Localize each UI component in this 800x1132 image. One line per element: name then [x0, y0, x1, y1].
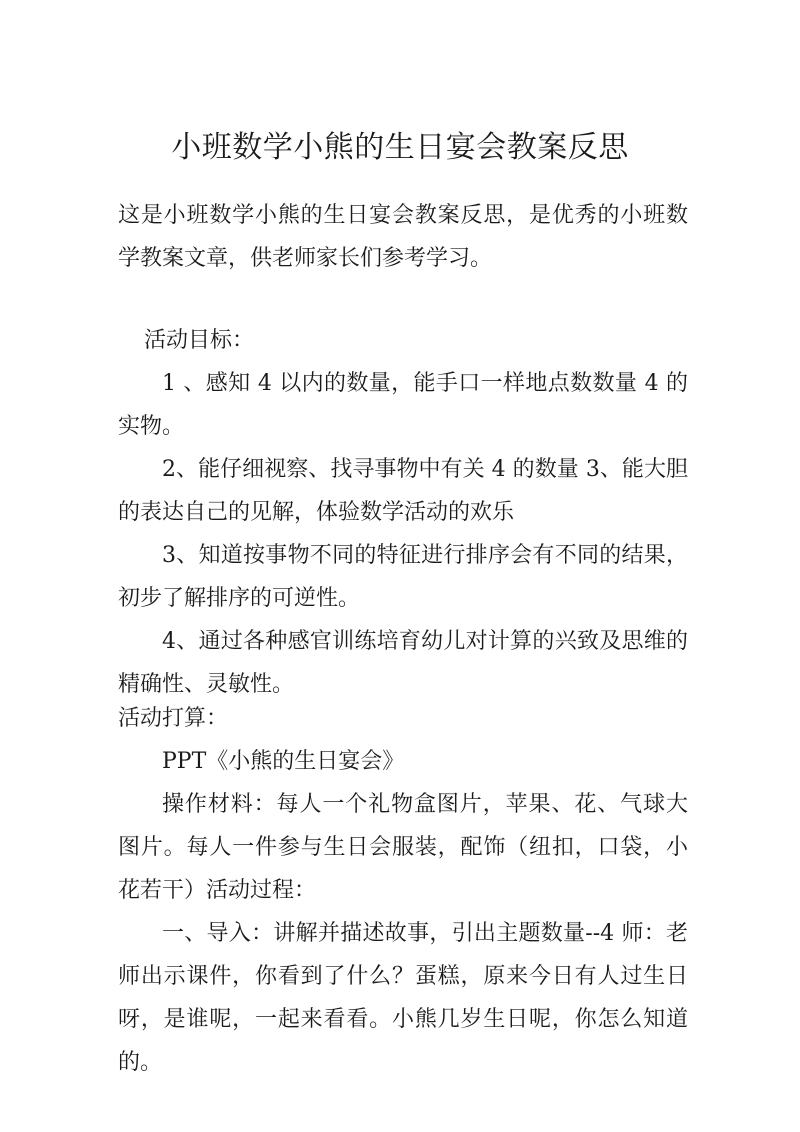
goal-3: 3、知道按事物不同的特征进行排序会有不同的结果，初步了解排序的可逆性。: [118, 543, 688, 611]
document-title: 小班数学小熊的生日宴会教案反思: [171, 130, 629, 165]
materials-paragraph: 操作材料：每人一个礼物盒图片，苹果、花、气球大图片。每人一件参与生日会服装，配饰（纽扣，口袋，小花若干）活动过程：: [118, 792, 688, 903]
intro-paragraph: 这是小班数学小熊的生日宴会教案反思，是优秀的小班数学教案文章，供老师家长们参考学习。: [118, 203, 688, 271]
intro-step-paragraph: 一、导入：讲解并描述故事，引出主题数量--4 师：老师出示课件，你看到了什么？蛋糕，原来今日有人过生日呀，是谁呢，一起来看看。小熊几岁生日呢，你怎么知道的。: [118, 921, 688, 1075]
goal-2: 2、能仔细视察、找寻事物中有关 4 的数量 3、能大胆的表达自己的见解，体验数学活动的欢乐: [118, 457, 688, 525]
ppt-line: PPT《小熊的生日宴会》: [162, 749, 405, 774]
plan-heading: 活动打算：: [118, 706, 229, 731]
goal-4: 4、通过各种感官训练培育幼儿对计算的兴致及思维的精确性、灵敏性。: [118, 629, 688, 697]
goals-heading: 活动目标：: [144, 328, 255, 353]
goal-1: 1 、感知 4 以内的数量，能手口一样地点数数量 4 的实物。: [118, 371, 688, 439]
